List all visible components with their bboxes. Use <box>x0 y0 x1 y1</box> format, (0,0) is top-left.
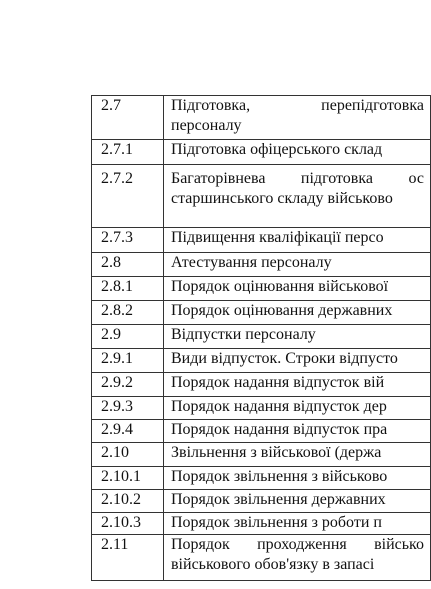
title-word: військо <box>374 536 424 553</box>
section-number: 2.7.1 <box>92 140 164 165</box>
table-row <box>92 513 431 535</box>
table-row <box>92 165 431 228</box>
table-row <box>92 349 431 373</box>
title-word: перепідготовка <box>321 97 424 114</box>
section-number: 2.10.1 <box>92 467 164 490</box>
section-title: Порядок звільнення з роботи п <box>164 513 431 535</box>
table-row <box>92 277 431 301</box>
section-title: Порядок оцінювання військової <box>164 277 431 301</box>
section-title: Порядок звільнення державних <box>164 490 431 513</box>
title-line <box>171 169 424 189</box>
title-word: ос <box>408 170 424 187</box>
title-word: проходження <box>257 536 347 553</box>
section-number: 2.9.3 <box>92 397 164 420</box>
table-row <box>92 443 431 467</box>
table-row <box>92 228 431 253</box>
section-title: Відпустки персоналу <box>164 325 431 349</box>
section-number: 2.7.2 <box>92 165 164 228</box>
table-row <box>92 373 431 397</box>
title-line <box>171 96 424 116</box>
table-row <box>92 420 431 443</box>
table-row <box>92 467 431 490</box>
section-number: 2.9.4 <box>92 420 164 443</box>
table-row <box>92 397 431 420</box>
section-title <box>164 165 431 228</box>
section-title: Порядок надання відпусток дер <box>164 397 431 420</box>
section-number: 2.10.2 <box>92 490 164 513</box>
section-title <box>164 535 431 581</box>
section-number: 2.8 <box>92 253 164 277</box>
title-line: старшинського складу військово <box>171 190 393 207</box>
section-title <box>164 96 431 140</box>
section-number: 2.8.2 <box>92 301 164 325</box>
title-line: військового обов'язку в запасі <box>171 556 375 573</box>
title-line <box>171 535 424 555</box>
title-line: персоналу <box>171 117 242 134</box>
section-number: 2.7 <box>92 96 164 140</box>
table-row <box>92 96 431 140</box>
section-number: 2.11 <box>92 535 164 581</box>
section-number: 2.8.1 <box>92 277 164 301</box>
section-number: 2.9 <box>92 325 164 349</box>
table-row <box>92 325 431 349</box>
section-number: 2.9.1 <box>92 349 164 373</box>
table-row <box>92 253 431 277</box>
section-number: 2.10.3 <box>92 513 164 535</box>
section-number: 2.7.3 <box>92 228 164 253</box>
section-title: Порядок звільнення з військово <box>164 467 431 490</box>
table-row <box>92 535 431 581</box>
title-word: Порядок <box>171 536 230 553</box>
section-title: Порядок оцінювання державних <box>164 301 431 325</box>
title-word: Підготовка, <box>171 97 251 114</box>
section-title: Звільнення з військової (держа <box>164 443 431 467</box>
title-word: підготовка <box>300 170 373 187</box>
table-row <box>92 140 431 165</box>
title-word: Багаторівнева <box>171 170 266 187</box>
section-number: 2.9.2 <box>92 373 164 397</box>
section-title: Порядок надання відпусток вій <box>164 373 431 397</box>
table-row <box>92 301 431 325</box>
section-number: 2.10 <box>92 443 164 467</box>
section-title: Підготовка офіцерського склад <box>164 140 431 165</box>
section-title: Порядок надання відпусток пра <box>164 420 431 443</box>
table-row <box>92 490 431 513</box>
contents-table <box>91 95 431 581</box>
section-title: Атестування персоналу <box>164 253 431 277</box>
section-title: Види відпусток. Строки відпусто <box>164 349 431 373</box>
section-title: Підвищення кваліфікації персо <box>164 228 431 253</box>
